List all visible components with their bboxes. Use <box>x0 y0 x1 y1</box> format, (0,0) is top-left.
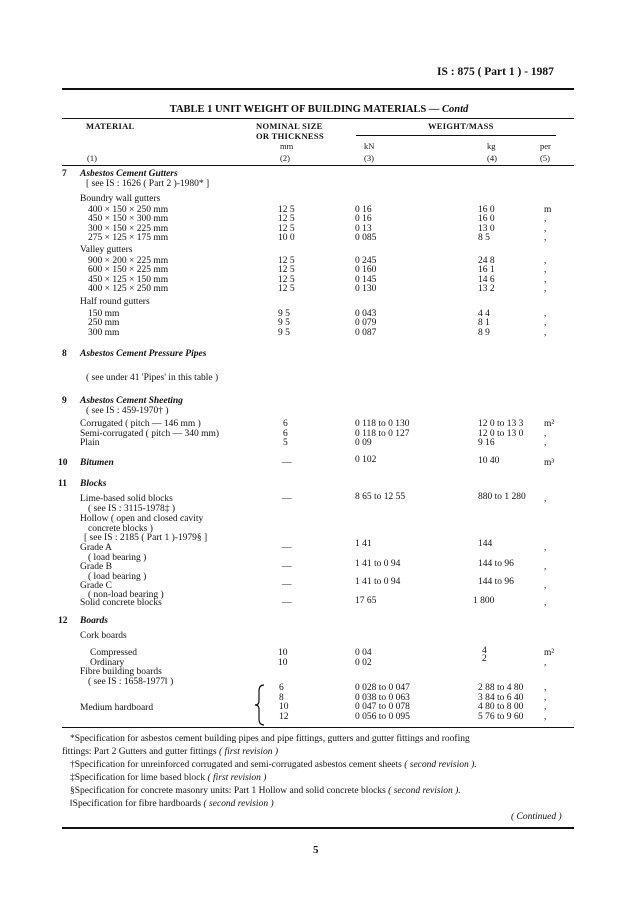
fibre-boards-label: Fibre building boards <box>80 667 162 677</box>
section-8-number: 8 <box>62 349 67 359</box>
row-per: , <box>544 327 547 338</box>
compressed-label: Compressed <box>90 648 137 658</box>
section-10-title: Bitumen <box>80 458 114 468</box>
standard-number: IS : 875 ( Part 1 ) - 1987 <box>437 66 554 78</box>
row-size: 8 <box>279 692 284 703</box>
grade-a-label: Grade A <box>80 543 112 553</box>
footnote-1a: *Specification for asbestos cement building pipes and pipe fittings, gutters and gutter fittings and roofing <box>70 734 470 744</box>
col-header-size-1: NOMINAL SIZE <box>256 121 323 131</box>
col-header-per: per <box>540 141 551 151</box>
row-per: , <box>544 265 547 276</box>
footnote-3 <box>70 773 266 783</box>
table-title <box>0 104 638 115</box>
row-size: 9 5 <box>278 318 290 329</box>
col-header-size-unit: mm <box>280 141 294 151</box>
section-11-number: 11 <box>58 479 67 489</box>
grade-a-sub: ( load bearing ) <box>88 553 147 563</box>
ordinary-label: Ordinary <box>90 658 125 668</box>
compressed-size: 10 <box>278 648 288 658</box>
row-size: 12 5 <box>278 205 295 215</box>
weight-brace <box>356 135 556 136</box>
row-per: , <box>544 428 547 439</box>
page-number: 5 <box>313 844 319 856</box>
section-11-title: Blocks <box>80 479 107 489</box>
ordinary-kg: 2 <box>482 654 487 664</box>
footnote-3-italic: ( first revision ) <box>207 773 267 783</box>
row-kg: 16 0 <box>478 214 495 225</box>
col-num-2: (2) <box>280 153 290 163</box>
row-kg: 4 80 to 8 00 <box>478 702 524 712</box>
row-kg: 2 88 to 4 80 <box>478 683 524 693</box>
grade-c-kn: 1 41 to 0 94 <box>355 577 401 587</box>
row-per: , <box>544 318 547 329</box>
col-header-kn: kN <box>364 141 375 151</box>
lime-blocks-ref: ( see IS : 3115-1978‡ ) <box>88 504 175 514</box>
compressed-kn: 0 04 <box>355 648 372 658</box>
row-material: Corrugated ( pitch — 146 mm ) <box>80 419 201 429</box>
section-8-note: ( see under 41 'Pipes' in this table ) <box>86 373 219 383</box>
row-kn: 0 118 to 0 130 <box>355 419 410 429</box>
solid-blocks-size: — <box>282 598 292 608</box>
grade-c-kg: 144 to 96 <box>478 577 514 587</box>
row-per: , <box>544 214 547 225</box>
row-size: 12 5 <box>278 274 295 285</box>
lime-blocks-size: — <box>282 494 292 504</box>
grade-c-size: — <box>282 580 292 590</box>
row-kn: 0 145 <box>355 274 377 285</box>
row-kg: 5 76 to 9 60 <box>478 711 524 722</box>
row-kn: 0 130 <box>355 283 377 294</box>
row-size: 6 <box>279 683 284 693</box>
row-size: 10 <box>279 702 289 712</box>
row-material: 600 × 150 × 225 mm <box>88 265 169 276</box>
row-kn: 0 118 to 0 127 <box>355 428 410 439</box>
col-header-size-2: OR THICKNESS <box>256 131 324 141</box>
row-material: 450 × 125 × 150 mm <box>88 274 169 285</box>
bitumen-kg: 10 40 <box>478 456 500 466</box>
row-per: , <box>544 692 547 703</box>
bitumen-per: m³ <box>544 458 555 468</box>
solid-blocks-kn: 17 65 <box>355 596 377 606</box>
ordinary-kn: 0 02 <box>355 658 372 668</box>
row-material: Semi-corrugated ( pitch — 340 mm) <box>80 428 220 439</box>
row-per: , <box>544 283 547 294</box>
table-title-suffix: — Contd <box>428 104 469 115</box>
row-kn: 0 160 <box>355 265 377 276</box>
row-material: 150 mm <box>88 309 120 319</box>
row-kn: 0 043 <box>355 309 377 319</box>
row-material: 275 × 125 × 175 mm <box>88 232 169 243</box>
row-material: 300 × 150 × 225 mm <box>88 223 169 234</box>
footnote-5-text: ‖Specification for fibre hardboards <box>70 799 202 809</box>
footnote-1b-text: fittings: Part 2 Gutters and gutter fittings <box>62 747 217 757</box>
row-material: Plain <box>80 438 100 448</box>
row-per: , <box>544 256 547 266</box>
footer-rule <box>62 827 574 829</box>
row-kn: 0 056 to 0 095 <box>355 711 410 722</box>
row-kg: 13 2 <box>478 283 495 294</box>
half-round-label: Half round gutters <box>80 297 150 307</box>
footnote-4 <box>70 786 461 796</box>
row-size: 5 <box>283 438 288 448</box>
footnote-2-text: †Specification for unreinforced corrugated and semi-corrugated asbestos cement sheets <box>70 760 402 770</box>
grade-c-sub: ( non-load bearing ) <box>88 590 164 600</box>
footnote-2 <box>70 760 477 770</box>
section-7-ref: [ see IS : 1626 ( Part 2 )-1980* ] <box>86 179 210 189</box>
col-num-5: (5) <box>540 153 550 163</box>
table-bottom-rule <box>62 727 574 728</box>
row-material: 250 mm <box>88 318 120 329</box>
row-per: , <box>544 223 547 234</box>
row-material: 900 × 200 × 225 mm <box>88 256 169 266</box>
grade-c-label: Grade C <box>80 581 112 591</box>
solid-blocks-per: , <box>544 598 547 608</box>
section-7-title: Asbestos Cement Gutters <box>80 169 178 179</box>
row-kg: 16 1 <box>478 265 495 276</box>
hollow-ref: [ see IS : 2185 ( Part 1 )-1979§ ] <box>84 533 208 543</box>
table-top-rule <box>62 118 574 119</box>
row-kn: 0 038 to 0 063 <box>355 692 410 703</box>
boundary-label: Boundry wall gutters <box>80 194 161 204</box>
continued-label: ( Continued ) <box>511 812 562 822</box>
fibre-boards-ref: ( see IS : 1658-1977‖ ) <box>88 677 174 687</box>
compressed-per: m² <box>544 648 555 658</box>
row-per: m² <box>544 419 555 429</box>
row-kn: 0 16 <box>355 205 372 215</box>
row-kg: 12 0 to 13 0 <box>478 428 524 439</box>
row-size: 6 <box>283 428 288 439</box>
valley-label: Valley gutters <box>80 245 133 255</box>
grade-a-kn: 1 41 <box>355 539 372 549</box>
row-kg: 16 0 <box>478 205 495 215</box>
grade-b-kn: 1 41 to 0 94 <box>355 559 401 569</box>
row-per: , <box>544 711 547 722</box>
row-per: m <box>544 205 552 215</box>
row-per: , <box>544 683 547 693</box>
row-kn: 0 079 <box>355 318 377 329</box>
row-kg: 14 6 <box>478 274 495 285</box>
col-header-kg: kg <box>487 141 496 151</box>
row-size: 9 5 <box>278 309 290 319</box>
ordinary-size: 10 <box>278 658 288 668</box>
col-header-weight-mass: WEIGHT/MASS <box>428 121 494 131</box>
footnote-5 <box>70 799 274 809</box>
row-material: 400 × 125 × 250 mm <box>88 283 169 294</box>
col-num-1: (1) <box>87 153 97 163</box>
grade-b-per: , <box>544 562 547 572</box>
row-kg: 8 1 <box>478 318 490 329</box>
row-kg: 8 9 <box>478 327 490 338</box>
row-size: 9 5 <box>278 327 290 338</box>
row-material: 400 × 150 × 250 mm <box>88 205 169 215</box>
footnote-3-text: ‡Specification for lime based block <box>70 773 206 783</box>
footnote-5-italic: ( second revision ) <box>203 799 274 809</box>
grade-a-size: — <box>282 543 292 553</box>
section-12-title: Boards <box>80 616 108 626</box>
row-per: , <box>544 309 547 319</box>
section-9-ref: ( see IS : 459-1970† ) <box>86 406 169 416</box>
row-per: , <box>544 702 547 712</box>
row-kg: 3 84 to 6 40 <box>478 692 524 703</box>
lime-blocks-label: Lime-based solid blocks <box>80 494 173 504</box>
header-rule <box>62 88 574 90</box>
grade-a-per: , <box>544 543 547 553</box>
grade-a-kg: 144 <box>478 539 493 549</box>
footnote-2-italic: ( second revision ). <box>404 760 477 770</box>
footnote-4-italic: ( second revision ). <box>388 786 461 796</box>
footnote-1b-italic: ( first revision ) <box>219 747 279 757</box>
lime-blocks-per: , <box>544 494 547 504</box>
row-kn: 0 245 <box>355 256 377 266</box>
row-size: 12 5 <box>278 265 295 276</box>
grade-b-label: Grade B <box>80 562 112 572</box>
row-kg: 12 0 to 13 3 <box>478 419 524 429</box>
lime-blocks-kg: 880 to 1 280 <box>478 492 526 502</box>
grade-b-sub: ( load bearing ) <box>88 572 147 582</box>
col-num-4: (4) <box>487 153 497 163</box>
bitumen-size: — <box>282 458 292 468</box>
row-kn: 0 16 <box>355 214 372 225</box>
section-10-number: 10 <box>58 458 68 468</box>
row-size: 12 <box>279 711 289 722</box>
footnote-4-text: §Specification for concrete masonry units: Part 1 Hollow and solid concrete blocks <box>70 786 386 796</box>
hollow-label-2: concrete blocks ) <box>88 524 153 534</box>
grade-b-kg: 144 to 96 <box>478 559 514 569</box>
col-header-material: MATERIAL <box>86 121 135 131</box>
row-kg: 13 0 <box>478 223 495 234</box>
section-12-number: 12 <box>58 616 68 626</box>
row-material: 450 × 150 × 300 mm <box>88 214 169 225</box>
header-bottom-rule <box>62 165 574 166</box>
grade-c-per: , <box>544 581 547 591</box>
section-9-title: Asbestos Cement Sheeting <box>80 396 183 406</box>
section-8-title: Asbestos Cement Pressure Pipes <box>80 349 207 359</box>
row-kn: 0 028 to 0 047 <box>355 683 410 693</box>
lime-blocks-kn: 8 65 to 12 55 <box>355 492 406 502</box>
row-size: 12 5 <box>278 223 295 234</box>
bitumen-kn: 0 102 <box>355 455 377 465</box>
compressed-kg: 4 <box>482 646 487 656</box>
row-kg: 8 5 <box>478 232 490 243</box>
row-kn: 0 13 <box>355 223 372 234</box>
row-kn: 0 085 <box>355 232 377 243</box>
row-kn: 0 047 to 0 078 <box>355 702 410 712</box>
section-9-number: 9 <box>62 396 67 406</box>
row-material: 300 mm <box>88 327 120 338</box>
row-per: , <box>544 274 547 285</box>
row-kg: 24 8 <box>478 256 495 266</box>
row-per: , <box>544 232 547 243</box>
solid-blocks-kg: 1 800 <box>473 596 495 606</box>
footnote-1b <box>62 747 278 757</box>
row-kn: 0 09 <box>355 438 372 448</box>
row-per: , <box>544 438 547 448</box>
hollow-label-1: Hollow ( open and closed cavity <box>80 514 204 524</box>
grade-b-size: — <box>282 562 292 572</box>
row-size: 12 5 <box>278 256 295 266</box>
cork-boards-label: Cork boards <box>80 631 127 641</box>
row-size: 10 0 <box>278 232 295 243</box>
col-num-3: (3) <box>364 153 374 163</box>
medium-hardboard-label: Medium hardboard <box>80 703 154 713</box>
row-kg: 4 4 <box>478 309 490 319</box>
row-size: 6 <box>283 419 288 429</box>
row-kn: 0 087 <box>355 327 377 338</box>
solid-blocks-label: Solid concrete blocks <box>80 598 162 608</box>
row-kg: 9 16 <box>478 438 495 448</box>
table-title-text: TABLE 1 UNIT WEIGHT OF BUILDING MATERIALS <box>169 104 427 115</box>
ordinary-per: , <box>544 658 547 668</box>
row-size: 12 5 <box>278 283 295 294</box>
section-7-number: 7 <box>62 169 67 179</box>
row-size: 12 5 <box>278 214 295 225</box>
medium-hardboard-brace <box>254 683 268 727</box>
